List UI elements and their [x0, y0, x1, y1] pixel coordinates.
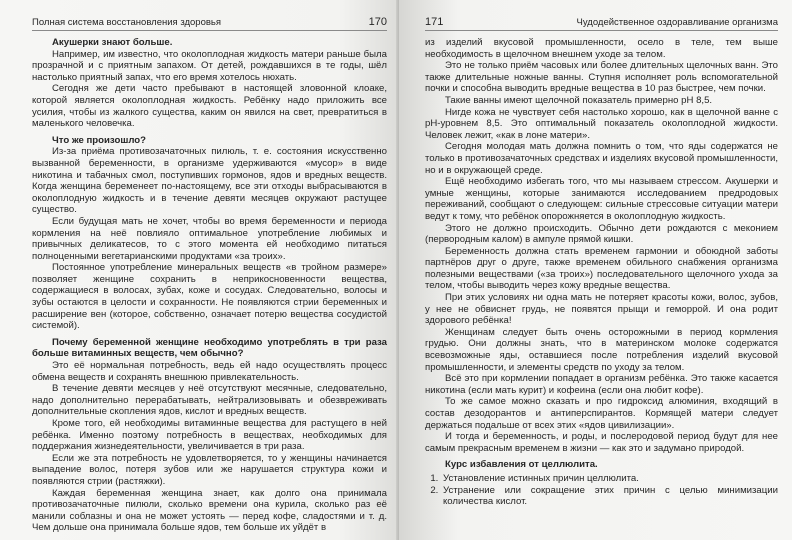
left-page-header — [32, 6, 387, 31]
right-page-header — [425, 6, 778, 31]
paragraph: Постоянное употребление минеральных веществ «в тройном размере» позволяет женщине сохранить в неприкосновенности вещества, содержащиеся в волосах, зубах, коже и сосудах. Следовательно, волосы и зубы остаются в целости и сохранности. Не появляются стрии беременных и расширение вен (которое, собственно, означает потерю вещества сосудистой системой). — [32, 262, 387, 332]
right-page-body — [425, 37, 778, 508]
right-page — [399, 0, 792, 540]
paragraph: Сегодня же дети часто пребывают в настоящей зловонной клоаке, которой является околоплодная жидкость. Ребёнку надо приложить все усилия, чтобы из жалкого существа, каким он явился на свет, превратиться в маленького человечка. — [32, 83, 387, 130]
paragraph: Этого не должно происходить. Обычно дети рождаются с меконием (первородным калом) в ампуле прямой кишки. — [425, 222, 778, 246]
left-page-body — [32, 37, 387, 534]
left-page-number: 170 — [368, 16, 387, 28]
paragraph: И тогда и беременность, и роды, и послеродовой период будут для нее самым прекрасным временем в жизни — как это и задумано природой. — [425, 431, 778, 454]
paragraph: из изделий вкусовой промышленности, осело в теле, тем выше необходимость в щелочном внешнем уходе за телом. — [425, 37, 778, 60]
paragraph: Женщинам следует быть очень осторожными в период кормления грудью. Они должны знать, что в материнском молоке содержатся всевозможные яды, оставшиеся после потребления изделий вкусовой промышленности, и элементы средств по уходу за телом. — [425, 326, 778, 373]
paragraph: Из-за приёма противозачаточных пилюль, т. е. состояния искусственно вызванной беременности, в организме удерживаются «мусор» в виде никотина и табачных смол, поступивших гормонов, ядов и вредных веществ. Когда женщина беременеет по-настоящему, все эти отходы выбрасываются в околоплодную жидкость и в течение девяти месяцев окружают растущее существо. — [32, 146, 387, 216]
right-running-title: Чудодейственное оздоравливание организма — [576, 17, 778, 28]
heading: Почему беременной женщине необходимо употреблять в три раза больше витаминных веществ, чем обычно? — [32, 336, 387, 360]
list-item: 1. Установление истинных причин целлюлита. — [441, 473, 778, 485]
paragraph: Беременность должна стать временем гармонии и обоюдной заботы партнёров друг о друге, также временем обильного снабжения организма полезными веществами («за троих») последовательного щелочного ухода за телом, чтобы выводить через кожу вредные вещества. — [425, 245, 778, 292]
paragraph: При этих условиях ни одна мать не потеряет красоты кожи, волос, зубов, у нее не обвиснет грудь, не появятся прыщи и геморрой. И она родит здорового ребёнка! — [425, 292, 778, 327]
paragraph: Такие ванны имеют щелочной показатель примерно pH 8,5. — [445, 94, 713, 106]
paragraph: Это не только приём часовых или более длительных щелочных ванн. Это также длительные ножные ванны. Ступня исполняет роль вспомогательной почки и способна выводить вредные вещества в 10 раз быстрее, чем почки. — [425, 60, 778, 95]
heading: Что же произошло? — [52, 134, 147, 146]
paragraph: Если будущая мать не хочет, чтобы во время беременности и периода кормления на неё повлияло оптимальное употребление любимых и привычных деликатесов, то с этого момента ей необходимо питаться полноценными вегетарианскими продуктами «за троих». — [32, 215, 387, 262]
paragraph: Например, им известно, что околоплодная жидкость матери раньше была прозрачной и с приятным запахом. От детей, рождавшихся в те годы, шёл настолько приятный запах, что его время хотелось нюхать. — [32, 48, 387, 83]
paragraph: В течение девяти месяцев у неё отсутствуют месячные, следовательно, надо дополнительно перерабатывать, нейтрализовывать и обезвреживать дополнительные скопления ядов, кислот и вредных веществ. — [32, 383, 387, 418]
paragraph: Если же эта потребность не удовлетворяется, то у женщины начинается выпадение волос, потеря зубов или же нарушается структура кожи и появляются стрии (растяжки). — [32, 452, 387, 487]
paragraph: Кроме того, ей необходимы витаминные вещества для растущего в ней ребёнка. Именно поэтому потребность в веществах, необходимых для поддержания жизнедеятельности, увеличивается в три раза. — [32, 418, 387, 453]
paragraph: Сегодня молодая мать должна помнить о том, что яды содержатся не только в противозачаточных средствах и изделиях вкусовой промышленности, но и в окружающей среде. — [425, 141, 778, 176]
cellulite-course-list — [425, 473, 778, 508]
left-running-title: Полная система восстановления здоровья — [32, 17, 222, 28]
list-item: 2. Устранение или сокращение этих причин с целью минимизации количества кислот. — [441, 485, 778, 508]
paragraph: Ещё необходимо избегать того, что мы называем стрессом. Акушерки и умные женщины, которые занимаются исследованием предродовых переживаний, сообщают о следующем: сильные стрессовые ситуации матери ведут к тому, что ребёнок опорожняется в околоплодную жидкость. — [425, 176, 778, 222]
heading: Акушерки знают больше. — [52, 37, 173, 48]
paragraph: Всё это при кормлении попадает в организм ребёнка. Это также касается никотина (если мать курит) и кофеина (если она любит кофе). — [425, 373, 778, 396]
paragraph: Каждая беременная женщина знает, как долго она принимала противозачаточные пилюли, сколько времени она курила, сколько раз её манили соблазны и она не может устоять — перед кофе, сладостями и т. д. Чем дольше она принимала больше ядов, тем больше их уйдёт в — [32, 487, 387, 534]
right-page-number: 171 — [425, 16, 444, 28]
paragraph: То же самое можно сказать и про гидроксид алюминия, входящий в состав дезодорантов и антиперспирантов. Кормящей матери следует держаться подальше от всех этих «ядов цивилизации». — [425, 396, 778, 431]
paragraph: Это её нормальная потребность, ведь ей надо осуществлять процесс обмена веществ и сохранять внешнюю привлекательность. — [32, 360, 387, 383]
heading: Курс избавления от целлюлита. — [445, 459, 598, 471]
paragraph: Нигде кожа не чувствует себя настолько хорошо, как в щелочной ванне с pH-уровнем 8,5. Это оптимальный показатель околоплодной жидкости. Человек лежит, «как в лоне матери». — [425, 106, 778, 141]
